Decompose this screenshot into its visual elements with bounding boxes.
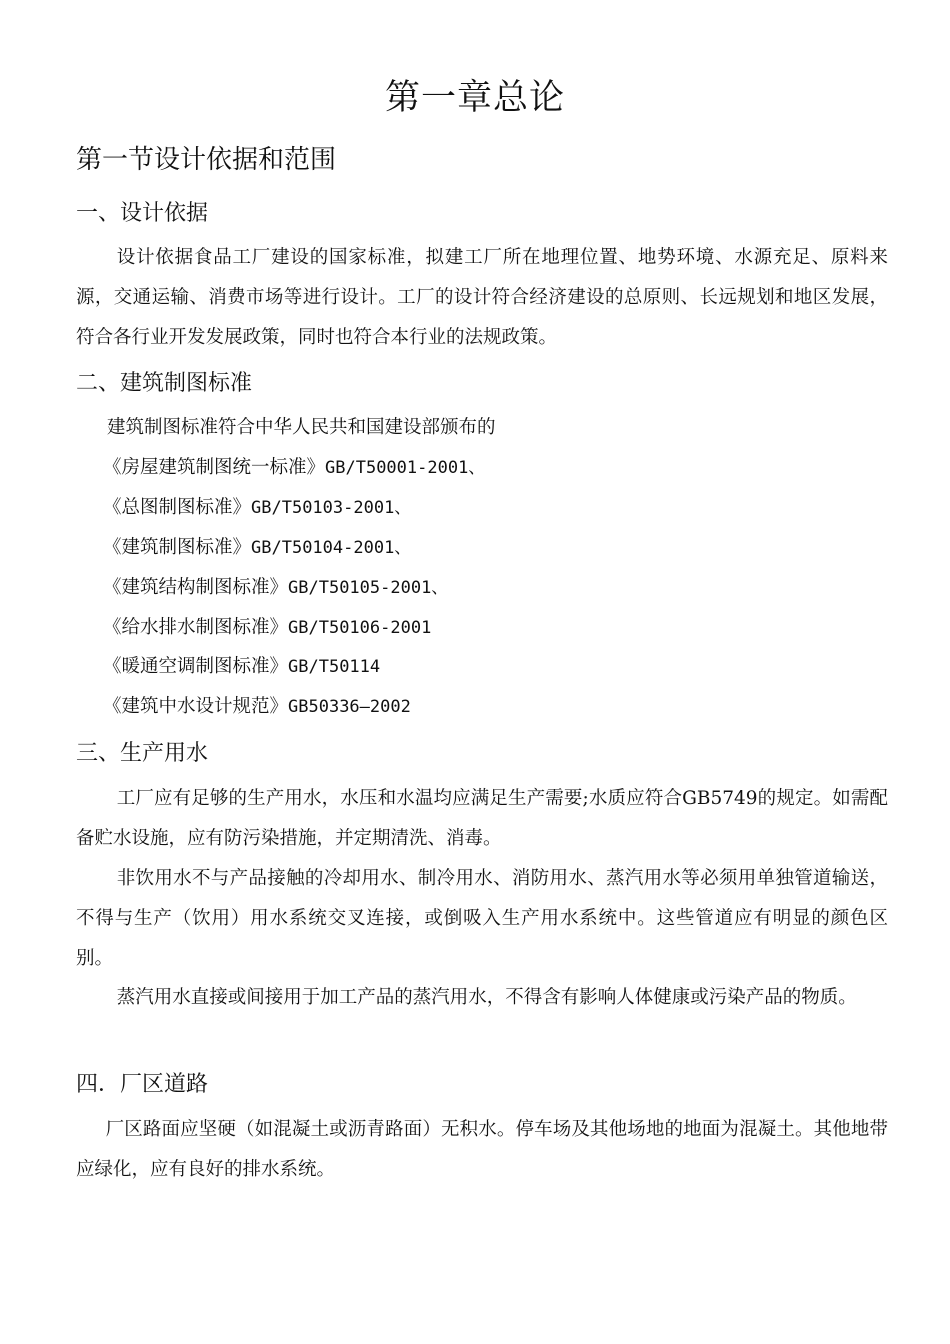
standard-item xyxy=(103,692,411,722)
standard-name: 《建筑制图标准》 xyxy=(103,537,252,558)
standard-code: GB/T50104-2001、 xyxy=(251,538,412,558)
standard-item xyxy=(103,453,485,483)
chapter-title: 第一章总论 xyxy=(384,78,565,118)
standard-name: 《建筑结构制图标准》 xyxy=(103,577,289,598)
subsection-title-drawing-standards: 二、建筑制图标准 xyxy=(76,371,253,396)
section-title: 第一节设计依据和范围 xyxy=(76,145,337,175)
standard-name: 《暖通空调制图标准》 xyxy=(103,656,289,677)
standard-name: 《总图制图标准》 xyxy=(103,497,252,518)
standard-item xyxy=(103,652,380,682)
subsection-title-design-basis: 一、设计依据 xyxy=(76,201,209,226)
standard-item xyxy=(103,533,411,563)
paragraph-production-water-2: 非饮用水不与产品接触的冷却用水、制冷用水、消防用水、蒸汽用水等必须用单独管道输送，不得与生产（饮用）用水系统交叉连接，或倒吸入生产用水系统中。这些管道应有明显的颜色区别。 xyxy=(76,868,888,969)
standard-item xyxy=(103,573,448,603)
standard-code: GB/T50106-2001 xyxy=(288,618,432,638)
paragraph-factory-roads: 厂区路面应坚硬（如混凝土或沥青路面）无积水。停车场及其他场地的地面为混凝土。其他地带应绿化，应有良好的排水系统。 xyxy=(76,1119,888,1180)
paragraph-design-basis: 设计依据食品工厂建设的国家标准，拟建工厂所在地理位置、地势环境、水源充足、原料来源，交通运输、消费市场等进行设计。工厂的设计符合经济建设的总原则、长远规划和地区发展，符合各行业开发发展政策，同时也符合本行业的法规政策。 xyxy=(76,247,888,348)
standard-name: 《给水排水制图标准》 xyxy=(103,617,289,638)
subsection-title-factory-roads: 四．厂区道路 xyxy=(76,1072,209,1097)
paragraph-production-water-3: 蒸汽用水直接或间接用于加工产品的蒸汽用水，不得含有影响人体健康或污染产品的物质。 xyxy=(116,987,857,1008)
subsection-title-production-water: 三、生产用水 xyxy=(76,741,209,766)
standards-intro: 建筑制图标准符合中华人民共和国建设部颁布的 xyxy=(107,417,496,438)
paragraph-production-water-1: 工厂应有足够的生产用水，水压和水温均应满足生产需要;水质应符合GB5749的规定。如需配备贮水设施，应有防污染措施，并定期清洗、消毒。 xyxy=(76,788,888,849)
standard-name: 《建筑中水设计规范》 xyxy=(103,696,289,717)
standard-name: 《房屋建筑制图统一标准》 xyxy=(103,457,326,478)
standard-code: GB/T50114 xyxy=(288,657,381,677)
standard-code: GB/T50105-2001、 xyxy=(288,578,449,598)
standard-code: GB/T50103-2001、 xyxy=(251,498,412,518)
standard-item xyxy=(103,493,411,523)
standard-item xyxy=(103,613,431,643)
standard-code: GB50336—2002 xyxy=(288,697,411,717)
standard-code: GB/T50001-2001、 xyxy=(325,458,486,478)
